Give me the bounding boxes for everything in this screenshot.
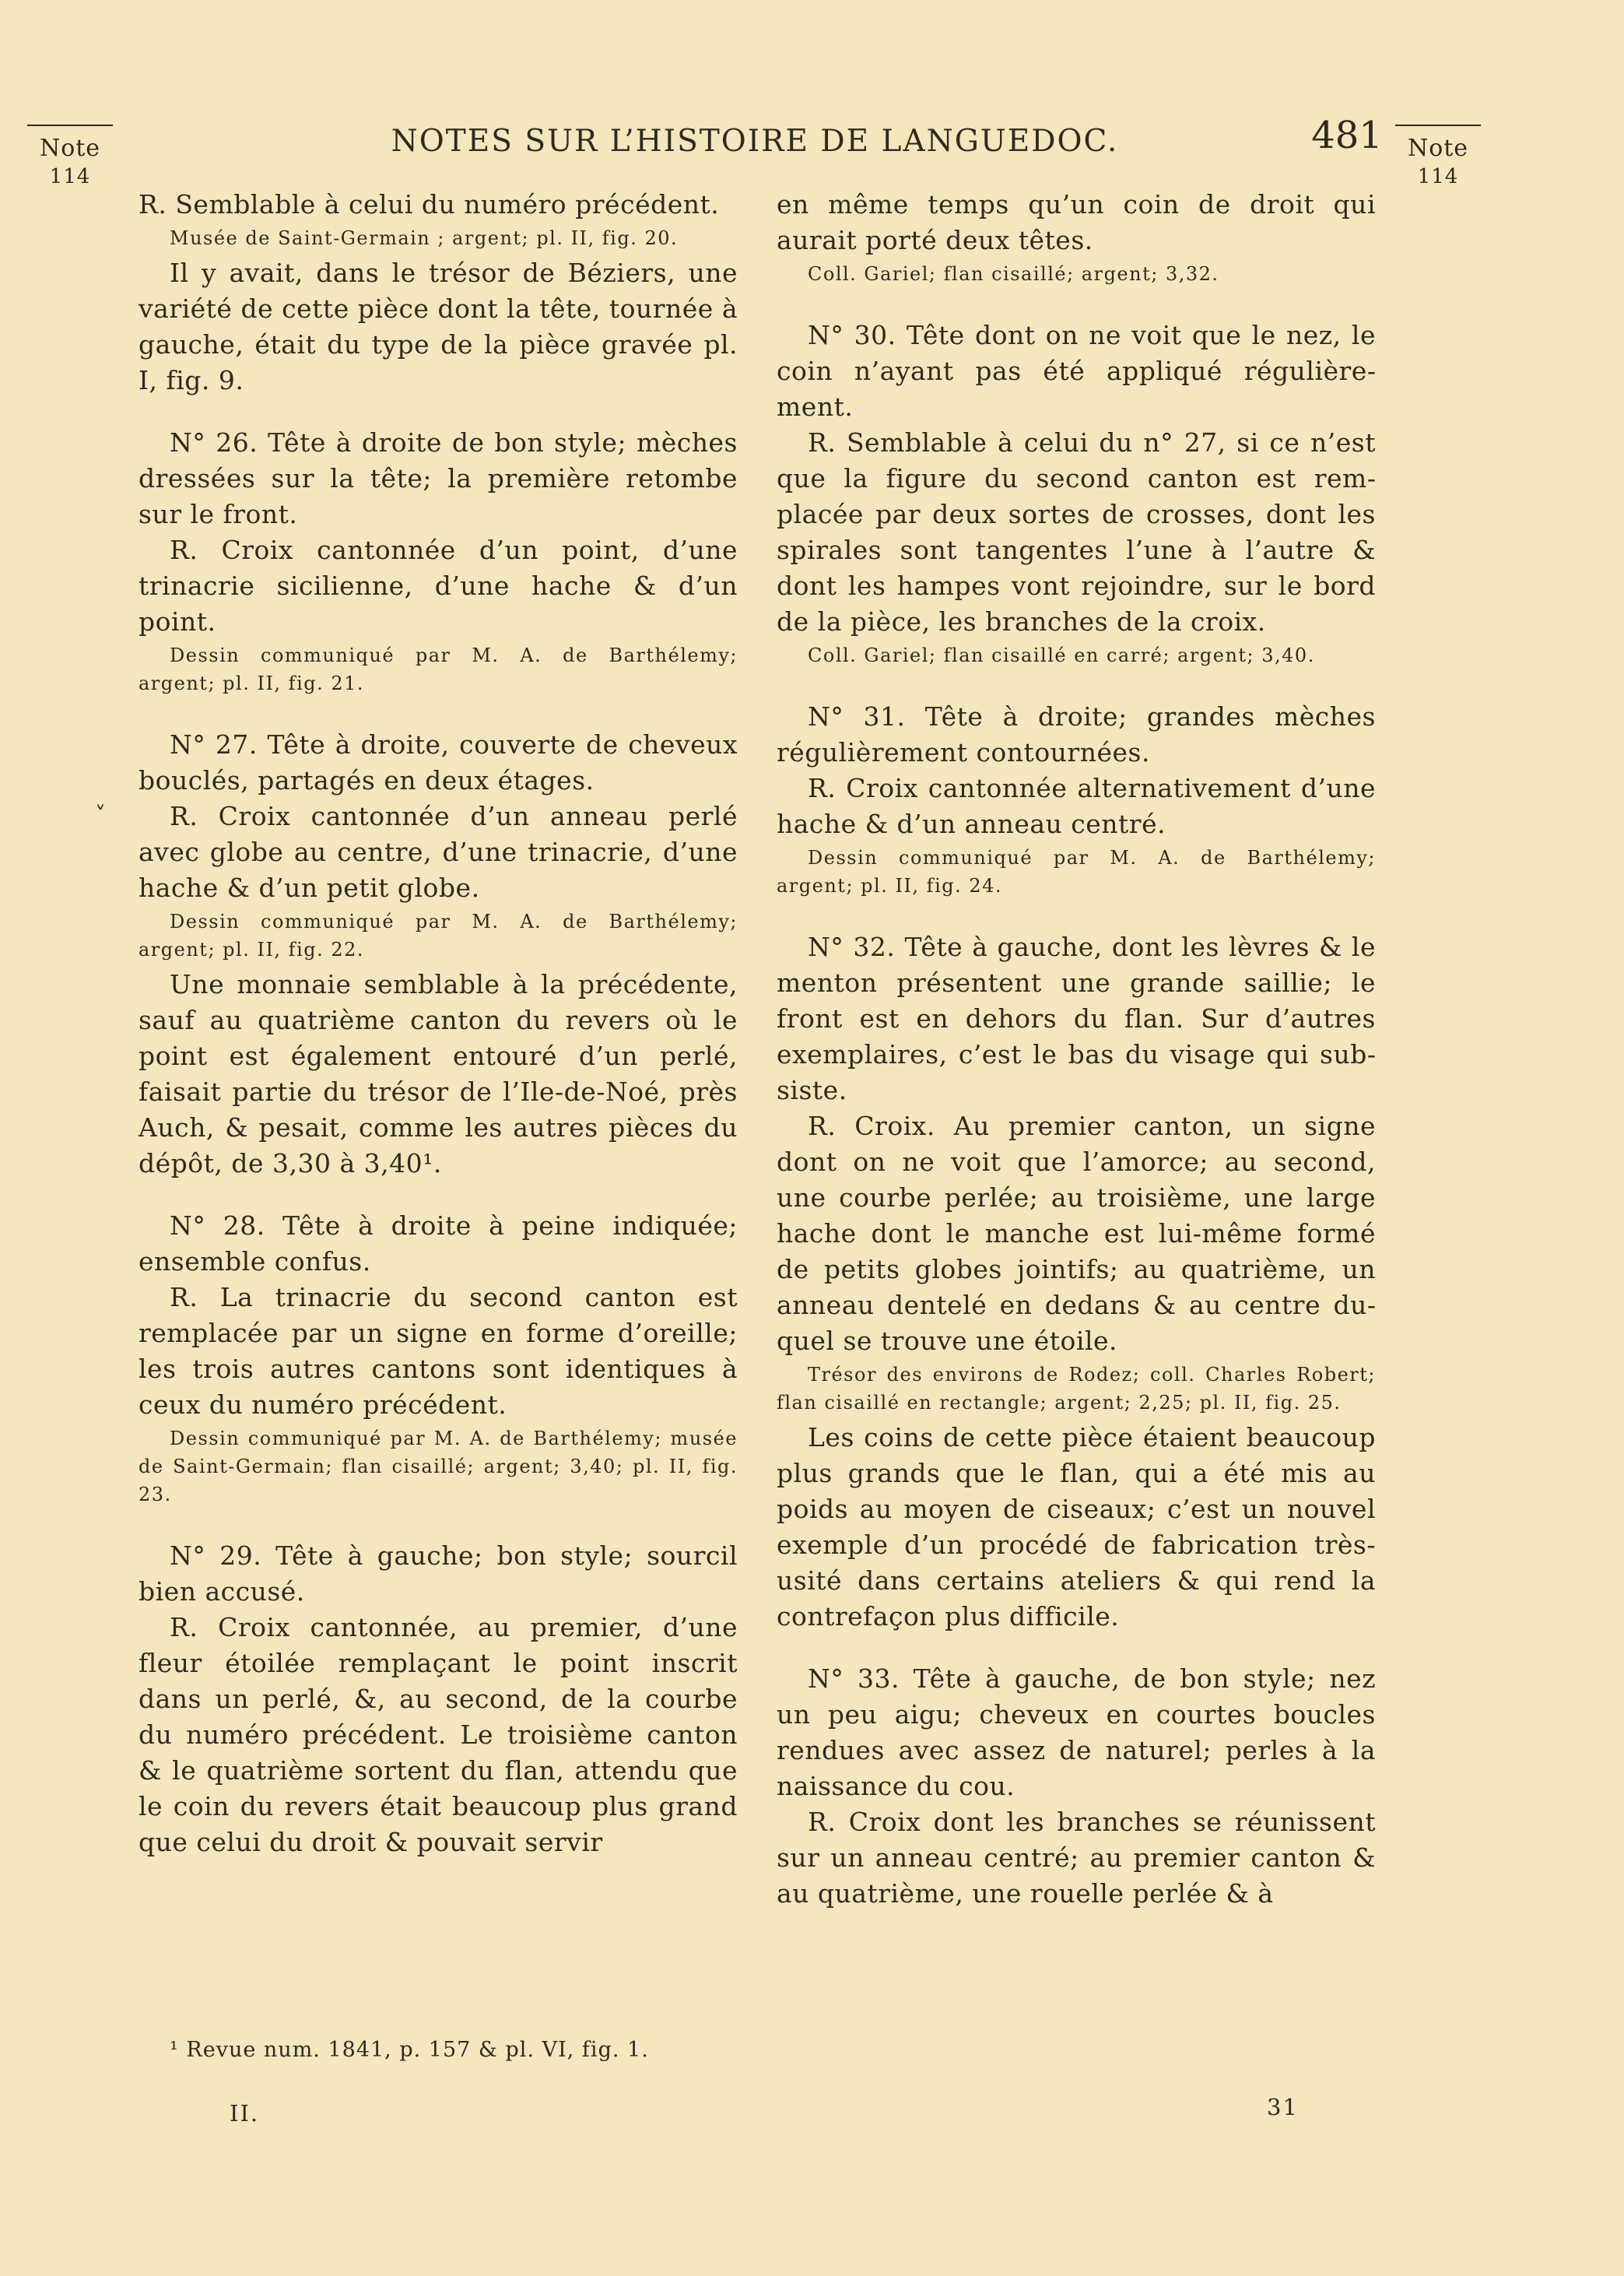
paragraph: N° 29. Tête à gauche; bon style; sourcil bien accusé. xyxy=(139,1540,738,1607)
footnote: ¹ Revue num. 1841, p. 157 & pl. VI, fig. 1. xyxy=(170,2038,649,2062)
paragraph: N° 27. Tête à droite, couverte de cheveux bouclés, partagés en deux étages. xyxy=(139,729,738,796)
margin-mark: ˅ xyxy=(95,802,106,827)
right-column xyxy=(777,187,1376,1912)
paragraph: Il y avait, dans le trésor de Béziers, une variété de cette pièce dont la tête, tournée à gauche, était du type de la pièce gravée pl. I, fig. 9. xyxy=(139,258,738,395)
paragraph-gap xyxy=(777,1635,1376,1661)
note-label-left xyxy=(16,125,125,187)
paragraph: R. Croix cantonnée d’un anneau perlé avec globe au centre, d’une trinacrie, d’une hache & d’un petit globe. xyxy=(139,801,738,903)
left-column xyxy=(139,187,738,1860)
paragraph-gap xyxy=(777,903,1376,929)
paragraph-gap xyxy=(777,673,1376,699)
paragraph: N° 28. Tête à droite à peine indiquée; ensemble confus. xyxy=(139,1210,738,1277)
paragraph: Une monnaie semblable à la précédente, sauf au quatrième canton du revers où le point est également entouré d’un perlé, faisait partie du trésor de l’Ile-de-Noé, près Auch, & pesait, comme les autres pièces du dépôt, de 3,30 à 3,40¹. xyxy=(139,969,738,1178)
paragraph: R. Croix cantonnée d’un point, d’une trinacrie sicilienne, d’une hache & d’un point. xyxy=(139,535,738,637)
source-citation: Trésor des environs de Rodez; coll. Charles Robert; flan cisaillé en rectangle; argent; 2,25; pl. II, fig. 25. xyxy=(777,1364,1376,1414)
paragraph: R. Croix. Au premier canton, un signe dont on ne voit que l’amorce; au second, une courbe perlée; au troisième, une large hache dont le manche est lui-même formé de petits globes jointifs; au quatrième, un anneau dentelé en dedans & au centre duquel se trouve une étoile. xyxy=(777,1111,1376,1356)
source-citation: Dessin communiqué par M. A. de Barthélemy; argent; pl. II, fig. 22. xyxy=(139,911,738,961)
note-right-label: Note xyxy=(1407,135,1469,162)
paragraph: Les coins de cette pièce étaient beaucoup plus grands que le flan, qui a été mis au poids au moyen de ciseaux; c’est un nouvel exemple d’un procédé de fabrication très-usité dans certains ateliers & qui rend la contrefaçon plus difficile. xyxy=(777,1422,1376,1631)
paragraph: R. La trinacrie du second canton est remplacée par un signe en forme d’oreille; les trois autres cantons sont identiques à ceux du numéro précédent. xyxy=(139,1282,738,1420)
note-label-right xyxy=(1384,125,1492,187)
paragraph-gap xyxy=(777,291,1376,318)
paragraph: N° 33. Tête à gauche, de bon style; nez un peu aigu; cheveux en courtes boucles rendues avec assez de naturel; perles à la naissance du cou. xyxy=(777,1663,1376,1801)
paragraph: N° 32. Tête à gauche, dont les lèvres & le menton présentent une grande saillie; le front est en dehors du flan. Sur d’autres exemplaires, c’est le bas du visage qui subsiste. xyxy=(777,932,1376,1105)
source-citation: Coll. Gariel; flan cisaillé en carré; argent; 3,40. xyxy=(808,645,1315,666)
paragraph: R. Croix dont les branches se réunissent sur un anneau centré; au premier canton & au quatrième, une rouelle perlée & à xyxy=(777,1807,1376,1909)
paragraph-gap xyxy=(139,399,738,425)
paragraph-gap xyxy=(139,1512,738,1538)
note-rule-right xyxy=(1395,125,1481,126)
signature-right: 31 xyxy=(1267,2094,1299,2120)
page-number: 481 xyxy=(1311,114,1383,157)
paragraph-gap xyxy=(139,701,738,727)
paragraph: R. Semblable à celui du n° 27, si ce n’est que la figure du second canton est remplacée par deux sortes de crosses, dont les spirales sont tangentes l’une à l’autre & dont les hampes vont rejoindre, sur le bord de la pièce, les branches de la croix. xyxy=(777,427,1376,637)
source-citation: Musée de Saint-Germain ; argent; pl. II, fig. 20. xyxy=(170,227,679,249)
paragraph: en même temps qu’un coin de droit qui aurait porté deux têtes. xyxy=(777,189,1376,255)
running-head: NOTES SUR L’HISTOIRE DE LANGUEDOC. xyxy=(391,124,1119,159)
paragraph: R. Croix cantonnée, au premier, d’une fleur étoilée remplaçant le point inscrit dans un perlé, &, au second, de la courbe du numéro précédent. Le troisième canton & le quatrième sortent du flan, attendu que le coin du revers était beaucoup plus grand que celui du droit & pouvait servir xyxy=(139,1612,738,1857)
paragraph: N° 31. Tête à droite; grandes mèches régulièrement contournées. xyxy=(777,701,1376,767)
paragraph-gap xyxy=(139,1182,738,1208)
source-citation: Dessin communiqué par M. A. de Barthélemy; musée de Saint-Germain; flan cisaillé; argent; 3,40; pl. II, fig. 23. xyxy=(139,1428,738,1505)
signature-left: II. xyxy=(230,2100,260,2127)
source-citation: Coll. Gariel; flan cisaillé; argent; 3,32. xyxy=(808,263,1219,285)
paragraph: R. Semblable à celui du numéro précédent. xyxy=(139,189,720,220)
note-rule-left xyxy=(27,125,113,126)
paragraph: N° 26. Tête à droite de bon style; mèches dressées sur la tête; la première retombe sur le front. xyxy=(139,427,738,529)
note-left-label: Note xyxy=(39,135,101,162)
paragraph: R. Croix cantonnée alternativement d’une hache & d’un anneau centré. xyxy=(777,773,1376,839)
source-citation: Dessin communiqué par M. A. de Barthélemy; argent; pl. II, fig. 21. xyxy=(139,645,738,694)
note-left-number: 114 xyxy=(49,165,91,188)
source-citation: Dessin communiqué par M. A. de Barthélemy; argent; pl. II, fig. 24. xyxy=(777,847,1376,897)
note-right-number: 114 xyxy=(1417,165,1459,188)
paragraph: N° 30. Tête dont on ne voit que le nez, le coin n’ayant pas été appliqué régulièrement. xyxy=(777,320,1376,422)
